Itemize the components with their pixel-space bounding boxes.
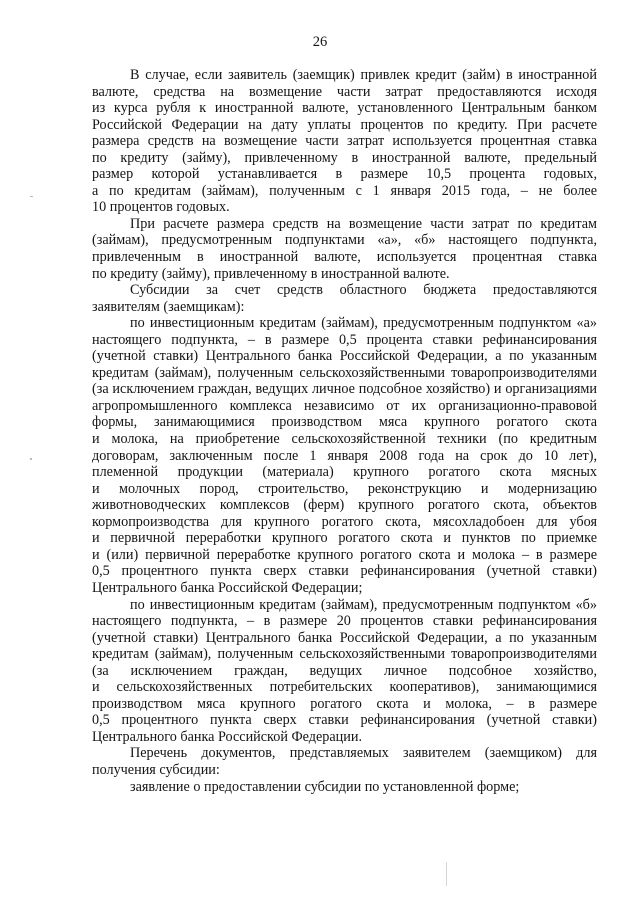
page-number: 26 (312, 34, 328, 50)
text-line: и (или) первичной переработке крупного рогатого скота и молока – в размере (92, 546, 597, 563)
text-line: Субсидии за счет средств областного бюджета предоставляются (130, 282, 597, 299)
text-line: по инвестиционным кредитам (займам), предусмотренным подпунктом «а» (130, 315, 597, 332)
paragraph-subpoint-b-credits (92, 597, 597, 746)
text-line: настоящего подпункта, – в размере 0,5 процента ставки рефинансирования (92, 331, 597, 348)
text-line: формы, занимающимися производством мяса крупного рогатого скота (92, 414, 597, 431)
paragraph-interest-rate-calculation (92, 216, 597, 282)
text-line: размера средств на возмещение части затрат используется процентная ставка (92, 133, 597, 150)
text-line: привлеченным в иностранной валюте, используется процентная ставка (92, 249, 597, 266)
text-line: (займам), предусмотренным подпунктами «а», «б» настоящего подпункта, (92, 232, 597, 249)
text-line: настоящего подпункта, – в размере 20 процентов ставки рефинансирования (92, 613, 597, 630)
text-line: по кредиту (займу), привлеченному в иностранной валюте. (92, 265, 450, 282)
paragraph-foreign-currency-credit (92, 67, 597, 216)
text-line: Центрального банка Российской Федерации; (92, 579, 363, 596)
text-line: получения субсидии: (92, 761, 220, 778)
text-line: (учетной ставки) Центрального банка Российской Федерации, а по указанным (92, 348, 597, 365)
text-line: племенной продукции (материала) крупного рогатого скота мясных (92, 464, 597, 481)
text-line: агропромышленного комплекса независимо от их организационно-правовой (92, 397, 597, 414)
text-line: (за исключением граждан, ведущих личное подсобное хозяйство, (92, 662, 597, 679)
text-line: по кредиту (займу), привлеченному в иностранной валюте, предельный (92, 149, 597, 166)
text-line: Перечень документов, представляемых заявителем (заемщиком) для (130, 745, 597, 762)
text-line: Центрального банка Российской Федерации. (92, 728, 363, 745)
text-line: 0,5 процентного пункта сверх ставки рефинансирования (учетной ставки) (92, 712, 597, 729)
text-line: 0,5 процентного пункта сверх ставки рефинансирования (учетной ставки) (92, 563, 597, 580)
text-line: При расчете размера средств на возмещение части затрат по кредитам (130, 215, 597, 232)
text-line: и сельскохозяйственных потребительских кооперативов), занимающимися (92, 679, 597, 696)
paragraph-application-form (92, 779, 597, 796)
text-line: и молока, на приобретение сельскохозяйственной техники (по кредитным (92, 431, 597, 448)
text-line: производством мяса крупного рогатого скота и молока, – в размере (92, 695, 597, 712)
text-line: Российской Федерации на дату уплаты процентов по кредиту. При расчете (92, 116, 597, 133)
text-line: кормопроизводства для крупного рогатого скота, мясохладобоен для убоя (92, 513, 597, 530)
text-line: заявление о предоставлении субсидии по установленной форме; (130, 778, 520, 795)
text-line: животноводческих комплексов (ферм) крупного рогатого скота, объектов (92, 497, 597, 514)
text-line: В случае, если заявитель (заемщик) привлек кредит (займ) в иностранной (130, 67, 597, 83)
scan-speck (30, 196, 33, 197)
text-line: по инвестиционным кредитам (займам), предусмотренным подпунктом «б» (130, 596, 597, 613)
scan-speck (30, 458, 32, 460)
scan-streak (446, 862, 447, 886)
paragraph-subpoint-a-credits (92, 315, 597, 596)
document-body (92, 67, 597, 795)
paragraph-documents-list (92, 745, 597, 778)
text-line: размер которой устанавливается в размере 10,5 процента годовых, (92, 166, 597, 183)
text-line: 10 процентов годовых. (92, 199, 230, 216)
text-line: кредитам (займам), полученным сельскохозяйственными товаропроизводителями (92, 646, 597, 663)
text-line: и молочных пород, строительство, реконструкцию и модернизацию (92, 480, 597, 497)
text-line: договорам, заключенным после 1 января 2008 года на срок до 10 лет), (92, 447, 597, 464)
text-line: заявителям (заемщикам): (92, 298, 245, 315)
text-line: валюте, средства на возмещение части затрат предоставляются исходя (92, 83, 597, 100)
text-line: (за исключением граждан, ведущих личное подсобное хозяйство) и организациями (92, 381, 597, 398)
text-line: из курса рубля к иностранной валюте, установленного Центральным банком (92, 100, 597, 117)
text-line: а по кредитам (займам), полученным с 1 января 2015 года, – не более (92, 182, 597, 199)
paragraph-regional-budget-subsidies (92, 282, 597, 315)
text-line: кредитам (займам), полученным сельскохозяйственными товаропроизводителями (92, 364, 597, 381)
text-line: и первичной переработки крупного рогатого скота и пунктов по приемке (92, 530, 597, 547)
text-line: (учетной ставки) Центрального банка Российской Федерации, а по указанным (92, 629, 597, 646)
